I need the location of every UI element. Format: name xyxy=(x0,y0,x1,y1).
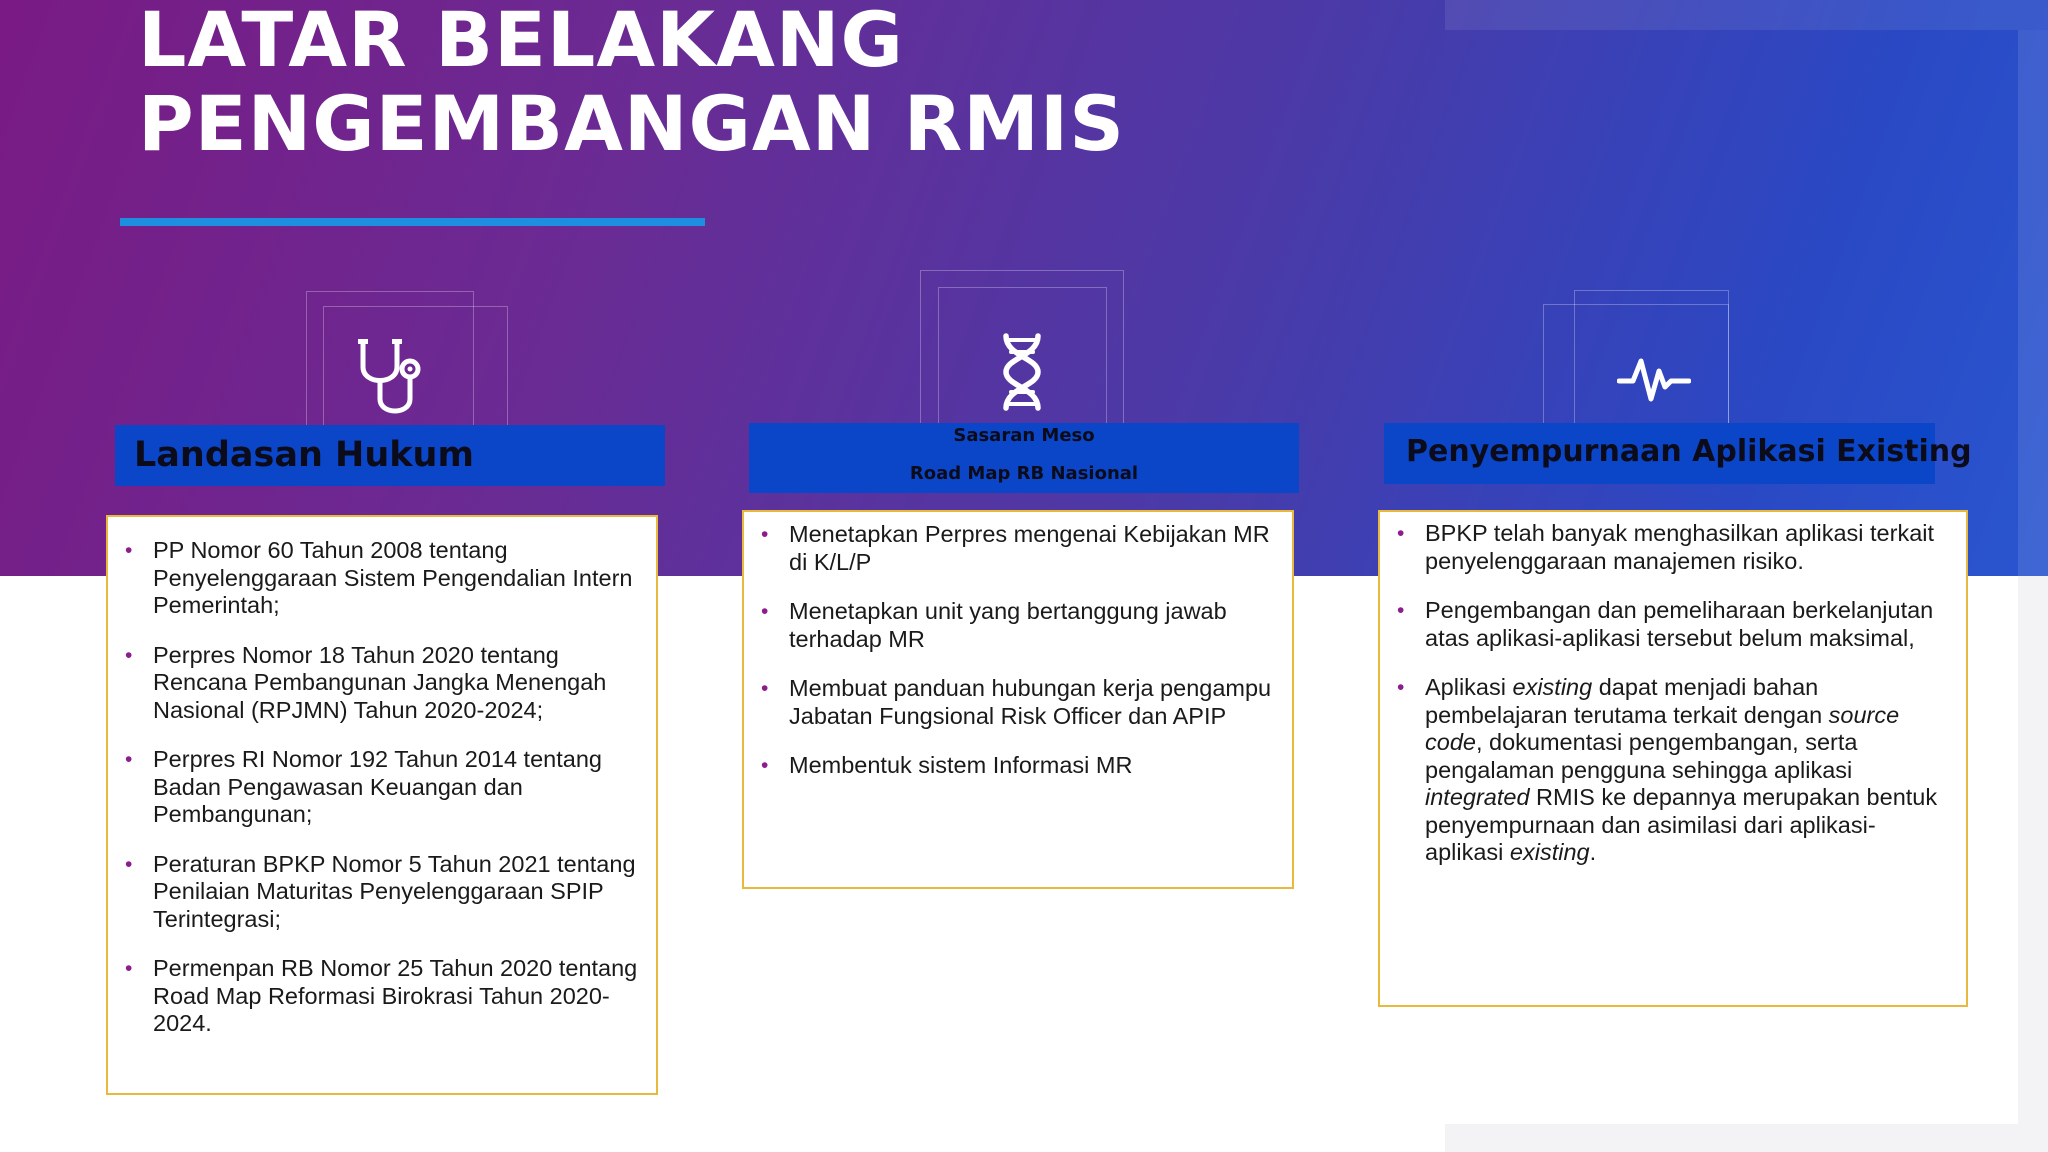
text-emphasis: existing xyxy=(1512,674,1593,700)
text-segment: Aplikasi xyxy=(1425,674,1513,700)
right-edge-strip xyxy=(2018,576,2048,1124)
stethoscope-icon xyxy=(355,337,427,423)
bottom-strip xyxy=(1445,1124,2048,1152)
hero-right-edge xyxy=(2018,30,2048,576)
text-emphasis: integrated xyxy=(1425,784,1530,810)
header-landasan-hukum: Landasan Hukum xyxy=(134,435,474,475)
list-item: • Membentuk sistem Informasi MR xyxy=(744,752,1272,780)
text-segment: dapat menjadi bahan pembelajaran terutama terkait dengan xyxy=(1425,674,1829,728)
text-segment: RMIS ke depannya merupakan bentuk penyempurnaan dan asimilasi dari aplikasi-aplikasi xyxy=(1425,784,1938,865)
dna-icon xyxy=(1000,332,1044,412)
list-item: • Perpres Nomor 18 Tahun 2020 tentang Rencana Pembangunan Jangka Menengah Nasional (RPJMN) Tahun 2020-2024; xyxy=(108,642,646,725)
list-item: • Perpres RI Nomor 192 Tahun 2014 tentang Badan Pengawasan Keuangan dan Pembangunan; xyxy=(108,746,646,829)
list-item: • Peraturan BPKP Nomor 5 Tahun 2021 tentang Penilaian Maturitas Penyelenggaraan SPIP Terintegrasi; xyxy=(108,851,646,934)
page-title xyxy=(138,0,1125,166)
card-penyempurnaan xyxy=(1378,510,1968,1007)
pulse-icon xyxy=(1617,355,1691,405)
list-item: • BPKP telah banyak menghasilkan aplikasi terkait penyelenggaraan manajemen risiko. xyxy=(1380,520,1948,575)
list-item: • Menetapkan unit yang bertanggung jawab terhadap MR xyxy=(744,598,1272,653)
text-segment: , dokumentasi pengembangan, serta pengalaman pengguna sehingga aplikasi xyxy=(1425,729,1858,783)
text-emphasis: existing xyxy=(1509,839,1590,865)
list-landasan-hukum xyxy=(108,537,646,1038)
title-line-1: LATAR BELAKANG xyxy=(138,0,904,84)
header-sasaran-meso: Sasaran Meso xyxy=(953,425,1095,446)
text-emphasis: source code xyxy=(1425,701,1900,755)
list-sasaran-meso xyxy=(744,521,1272,780)
hero-top-tab xyxy=(1445,0,2048,30)
header-road-map: Road Map RB Nasional xyxy=(909,463,1139,484)
card-landasan-hukum xyxy=(106,515,658,1095)
title-underline xyxy=(120,218,705,226)
list-item: • Pengembangan dan pemeliharaan berkelanjutan atas aplikasi-aplikasi tersebut belum maksimal, xyxy=(1380,597,1948,652)
list-item: • PP Nomor 60 Tahun 2008 tentang Penyelenggaraan Sistem Pengendalian Intern Pemerintah; xyxy=(108,537,646,620)
list-item xyxy=(1380,674,1948,867)
header-penyempurnaan: Penyempurnaan Aplikasi Existing xyxy=(1406,434,1972,469)
list-penyempurnaan xyxy=(1380,520,1948,867)
card-sasaran-meso xyxy=(742,510,1294,889)
list-item: • Membuat panduan hubungan kerja pengampu Jabatan Fungsional Risk Officer dan APIP xyxy=(744,675,1272,730)
text-segment: . xyxy=(1589,839,1597,865)
list-item: • Menetapkan Perpres mengenai Kebijakan MR di K/L/P xyxy=(744,521,1272,576)
list-item: • Permenpan RB Nomor 25 Tahun 2020 tentang Road Map Reformasi Birokrasi Tahun 2020-2024. xyxy=(108,955,646,1038)
title-line-2: PENGEMBANGAN RMIS xyxy=(138,79,1125,168)
